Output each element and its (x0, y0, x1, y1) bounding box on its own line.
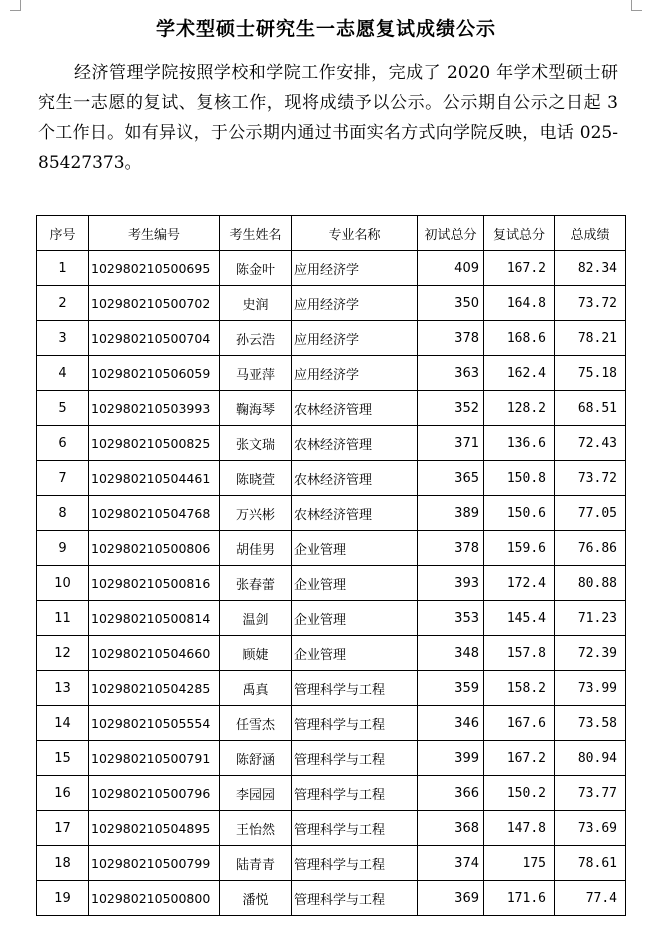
header-initial-score: 初试总分 (418, 216, 484, 251)
cell-candidate-id: 102980210500796 (89, 776, 220, 811)
cell-candidate-id: 102980210504461 (89, 461, 220, 496)
cell-initial-score: 366 (418, 776, 484, 811)
cell-candidate-name: 鞠海琴 (220, 391, 292, 426)
cell-candidate-id: 102980210500695 (89, 251, 220, 286)
page-title: 学术型硕士研究生一志愿复试成绩公示 (155, 18, 496, 40)
table-row (37, 846, 626, 881)
cell-seq: 17 (37, 811, 89, 846)
cell-candidate-id: 102980210500800 (89, 881, 220, 916)
cell-total-score: 78.61 (555, 846, 626, 881)
cell-retest-score: 164.8 (484, 286, 555, 321)
cell-candidate-name: 陈晓萱 (220, 461, 292, 496)
cell-candidate-name: 孙云浩 (220, 321, 292, 356)
cell-total-score: 68.51 (555, 391, 626, 426)
cell-candidate-id: 102980210504768 (89, 496, 220, 531)
table-row (37, 426, 626, 461)
cell-retest-score: 167.6 (484, 706, 555, 741)
cell-candidate-name: 潘悦 (220, 881, 292, 916)
cell-candidate-name: 陆青青 (220, 846, 292, 881)
cell-major: 管理科学与工程 (292, 776, 418, 811)
page-corner-mark-left (10, 0, 21, 11)
cell-candidate-id: 102980210500816 (89, 566, 220, 601)
cell-candidate-name: 万兴彬 (220, 496, 292, 531)
table-row (37, 391, 626, 426)
table-row (37, 811, 626, 846)
cell-initial-score: 368 (418, 811, 484, 846)
cell-seq: 4 (37, 356, 89, 391)
cell-total-score: 80.94 (555, 741, 626, 776)
cell-seq: 3 (37, 321, 89, 356)
cell-seq: 16 (37, 776, 89, 811)
cell-candidate-name: 任雪杰 (220, 706, 292, 741)
cell-candidate-id: 102980210503993 (89, 391, 220, 426)
table-row (37, 321, 626, 356)
header-candidate-name: 考生姓名 (220, 216, 292, 251)
cell-initial-score: 363 (418, 356, 484, 391)
table-row (37, 356, 626, 391)
table-row (37, 741, 626, 776)
cell-initial-score: 369 (418, 881, 484, 916)
cell-total-score: 73.99 (555, 671, 626, 706)
cell-total-score: 73.77 (555, 776, 626, 811)
cell-initial-score: 353 (418, 601, 484, 636)
cell-candidate-id: 102980210504895 (89, 811, 220, 846)
scores-table (36, 215, 626, 916)
cell-candidate-name: 张文瑞 (220, 426, 292, 461)
cell-candidate-name: 李园园 (220, 776, 292, 811)
table-body (37, 251, 626, 916)
cell-total-score: 73.72 (555, 286, 626, 321)
cell-major: 管理科学与工程 (292, 671, 418, 706)
cell-candidate-name: 顾婕 (220, 636, 292, 671)
cell-candidate-id: 102980210500799 (89, 846, 220, 881)
cell-candidate-id: 102980210500791 (89, 741, 220, 776)
cell-total-score: 78.21 (555, 321, 626, 356)
cell-major: 农林经济管理 (292, 426, 418, 461)
cell-retest-score: 175 (484, 846, 555, 881)
cell-retest-score: 158.2 (484, 671, 555, 706)
cell-total-score: 77.05 (555, 496, 626, 531)
cell-candidate-name: 张春蕾 (220, 566, 292, 601)
cell-retest-score: 145.4 (484, 601, 555, 636)
cell-candidate-id: 102980210504285 (89, 671, 220, 706)
cell-candidate-id: 102980210500814 (89, 601, 220, 636)
cell-major: 管理科学与工程 (292, 881, 418, 916)
cell-major: 应用经济学 (292, 356, 418, 391)
cell-major: 企业管理 (292, 531, 418, 566)
cell-retest-score: 167.2 (484, 251, 555, 286)
cell-candidate-name: 禹真 (220, 671, 292, 706)
cell-candidate-id: 102980210500702 (89, 286, 220, 321)
cell-seq: 14 (37, 706, 89, 741)
table-row (37, 286, 626, 321)
table-row (37, 251, 626, 286)
cell-initial-score: 359 (418, 671, 484, 706)
cell-initial-score: 350 (418, 286, 484, 321)
cell-total-score: 76.86 (555, 531, 626, 566)
cell-candidate-id: 102980210504660 (89, 636, 220, 671)
cell-initial-score: 393 (418, 566, 484, 601)
table-row (37, 881, 626, 916)
cell-seq: 9 (37, 531, 89, 566)
header-candidate-id: 考生编号 (89, 216, 220, 251)
cell-initial-score: 399 (418, 741, 484, 776)
cell-total-score: 73.69 (555, 811, 626, 846)
cell-major: 管理科学与工程 (292, 741, 418, 776)
table-row (37, 601, 626, 636)
cell-candidate-id: 102980210500806 (89, 531, 220, 566)
header-major: 专业名称 (292, 216, 418, 251)
cell-candidate-id: 102980210500704 (89, 321, 220, 356)
cell-seq: 7 (37, 461, 89, 496)
cell-initial-score: 389 (418, 496, 484, 531)
cell-total-score: 75.18 (555, 356, 626, 391)
cell-retest-score: 159.6 (484, 531, 555, 566)
cell-initial-score: 378 (418, 321, 484, 356)
cell-candidate-name: 温剑 (220, 601, 292, 636)
cell-seq: 10 (37, 566, 89, 601)
cell-retest-score: 136.6 (484, 426, 555, 461)
cell-retest-score: 172.4 (484, 566, 555, 601)
cell-major: 管理科学与工程 (292, 811, 418, 846)
cell-retest-score: 168.6 (484, 321, 555, 356)
cell-total-score: 77.4 (555, 881, 626, 916)
table-row (37, 706, 626, 741)
cell-major: 应用经济学 (292, 251, 418, 286)
cell-seq: 1 (37, 251, 89, 286)
table-row (37, 636, 626, 671)
cell-initial-score: 352 (418, 391, 484, 426)
cell-seq: 12 (37, 636, 89, 671)
cell-retest-score: 162.4 (484, 356, 555, 391)
cell-major: 农林经济管理 (292, 496, 418, 531)
table-row (37, 776, 626, 811)
cell-total-score: 80.88 (555, 566, 626, 601)
header-retest-score: 复试总分 (484, 216, 555, 251)
cell-major: 应用经济学 (292, 321, 418, 356)
cell-retest-score: 128.2 (484, 391, 555, 426)
cell-total-score: 71.23 (555, 601, 626, 636)
cell-candidate-name: 史润 (220, 286, 292, 321)
cell-total-score: 73.58 (555, 706, 626, 741)
table-row (37, 531, 626, 566)
cell-major: 企业管理 (292, 636, 418, 671)
table-row (37, 461, 626, 496)
cell-initial-score: 378 (418, 531, 484, 566)
table-row (37, 496, 626, 531)
cell-major: 应用经济学 (292, 286, 418, 321)
cell-seq: 18 (37, 846, 89, 881)
cell-seq: 5 (37, 391, 89, 426)
cell-major: 管理科学与工程 (292, 846, 418, 881)
cell-seq: 15 (37, 741, 89, 776)
cell-retest-score: 171.6 (484, 881, 555, 916)
cell-major: 农林经济管理 (292, 391, 418, 426)
cell-total-score: 73.72 (555, 461, 626, 496)
cell-retest-score: 157.8 (484, 636, 555, 671)
page-corner-mark-right (631, 0, 642, 11)
table-row (37, 566, 626, 601)
cell-retest-score: 147.8 (484, 811, 555, 846)
cell-total-score: 72.43 (555, 426, 626, 461)
cell-candidate-name: 陈舒涵 (220, 741, 292, 776)
cell-candidate-id: 102980210500825 (89, 426, 220, 461)
cell-candidate-id: 102980210506059 (89, 356, 220, 391)
cell-major: 企业管理 (292, 601, 418, 636)
header-total-score: 总成绩 (555, 216, 626, 251)
notice-paragraph: 经济管理学院按照学校和学院工作安排，完成了 2020 年学术型硕士研究生一志愿的复试、复核工作，现将成绩予以公示。公示期自公示之日起 3 个工作日。如有异议，于公示期内通过书面实名方式向学院反映，电话 025-85427373。 (38, 63, 618, 173)
cell-seq: 11 (37, 601, 89, 636)
cell-total-score: 82.34 (555, 251, 626, 286)
cell-retest-score: 150.2 (484, 776, 555, 811)
cell-seq: 13 (37, 671, 89, 706)
cell-seq: 6 (37, 426, 89, 461)
cell-candidate-name: 王怡然 (220, 811, 292, 846)
cell-seq: 19 (37, 881, 89, 916)
cell-candidate-name: 胡佳男 (220, 531, 292, 566)
cell-initial-score: 374 (418, 846, 484, 881)
cell-retest-score: 150.6 (484, 496, 555, 531)
cell-initial-score: 371 (418, 426, 484, 461)
cell-major: 企业管理 (292, 566, 418, 601)
cell-candidate-name: 陈金叶 (220, 251, 292, 286)
table-row (37, 671, 626, 706)
cell-initial-score: 409 (418, 251, 484, 286)
cell-major: 管理科学与工程 (292, 706, 418, 741)
header-seq: 序号 (37, 216, 89, 251)
cell-seq: 2 (37, 286, 89, 321)
cell-candidate-name: 马亚萍 (220, 356, 292, 391)
cell-retest-score: 150.8 (484, 461, 555, 496)
cell-candidate-id: 102980210505554 (89, 706, 220, 741)
cell-retest-score: 167.2 (484, 741, 555, 776)
cell-initial-score: 348 (418, 636, 484, 671)
table-header-row (37, 216, 626, 251)
cell-total-score: 72.39 (555, 636, 626, 671)
cell-initial-score: 365 (418, 461, 484, 496)
cell-major: 农林经济管理 (292, 461, 418, 496)
cell-initial-score: 346 (418, 706, 484, 741)
cell-seq: 8 (37, 496, 89, 531)
